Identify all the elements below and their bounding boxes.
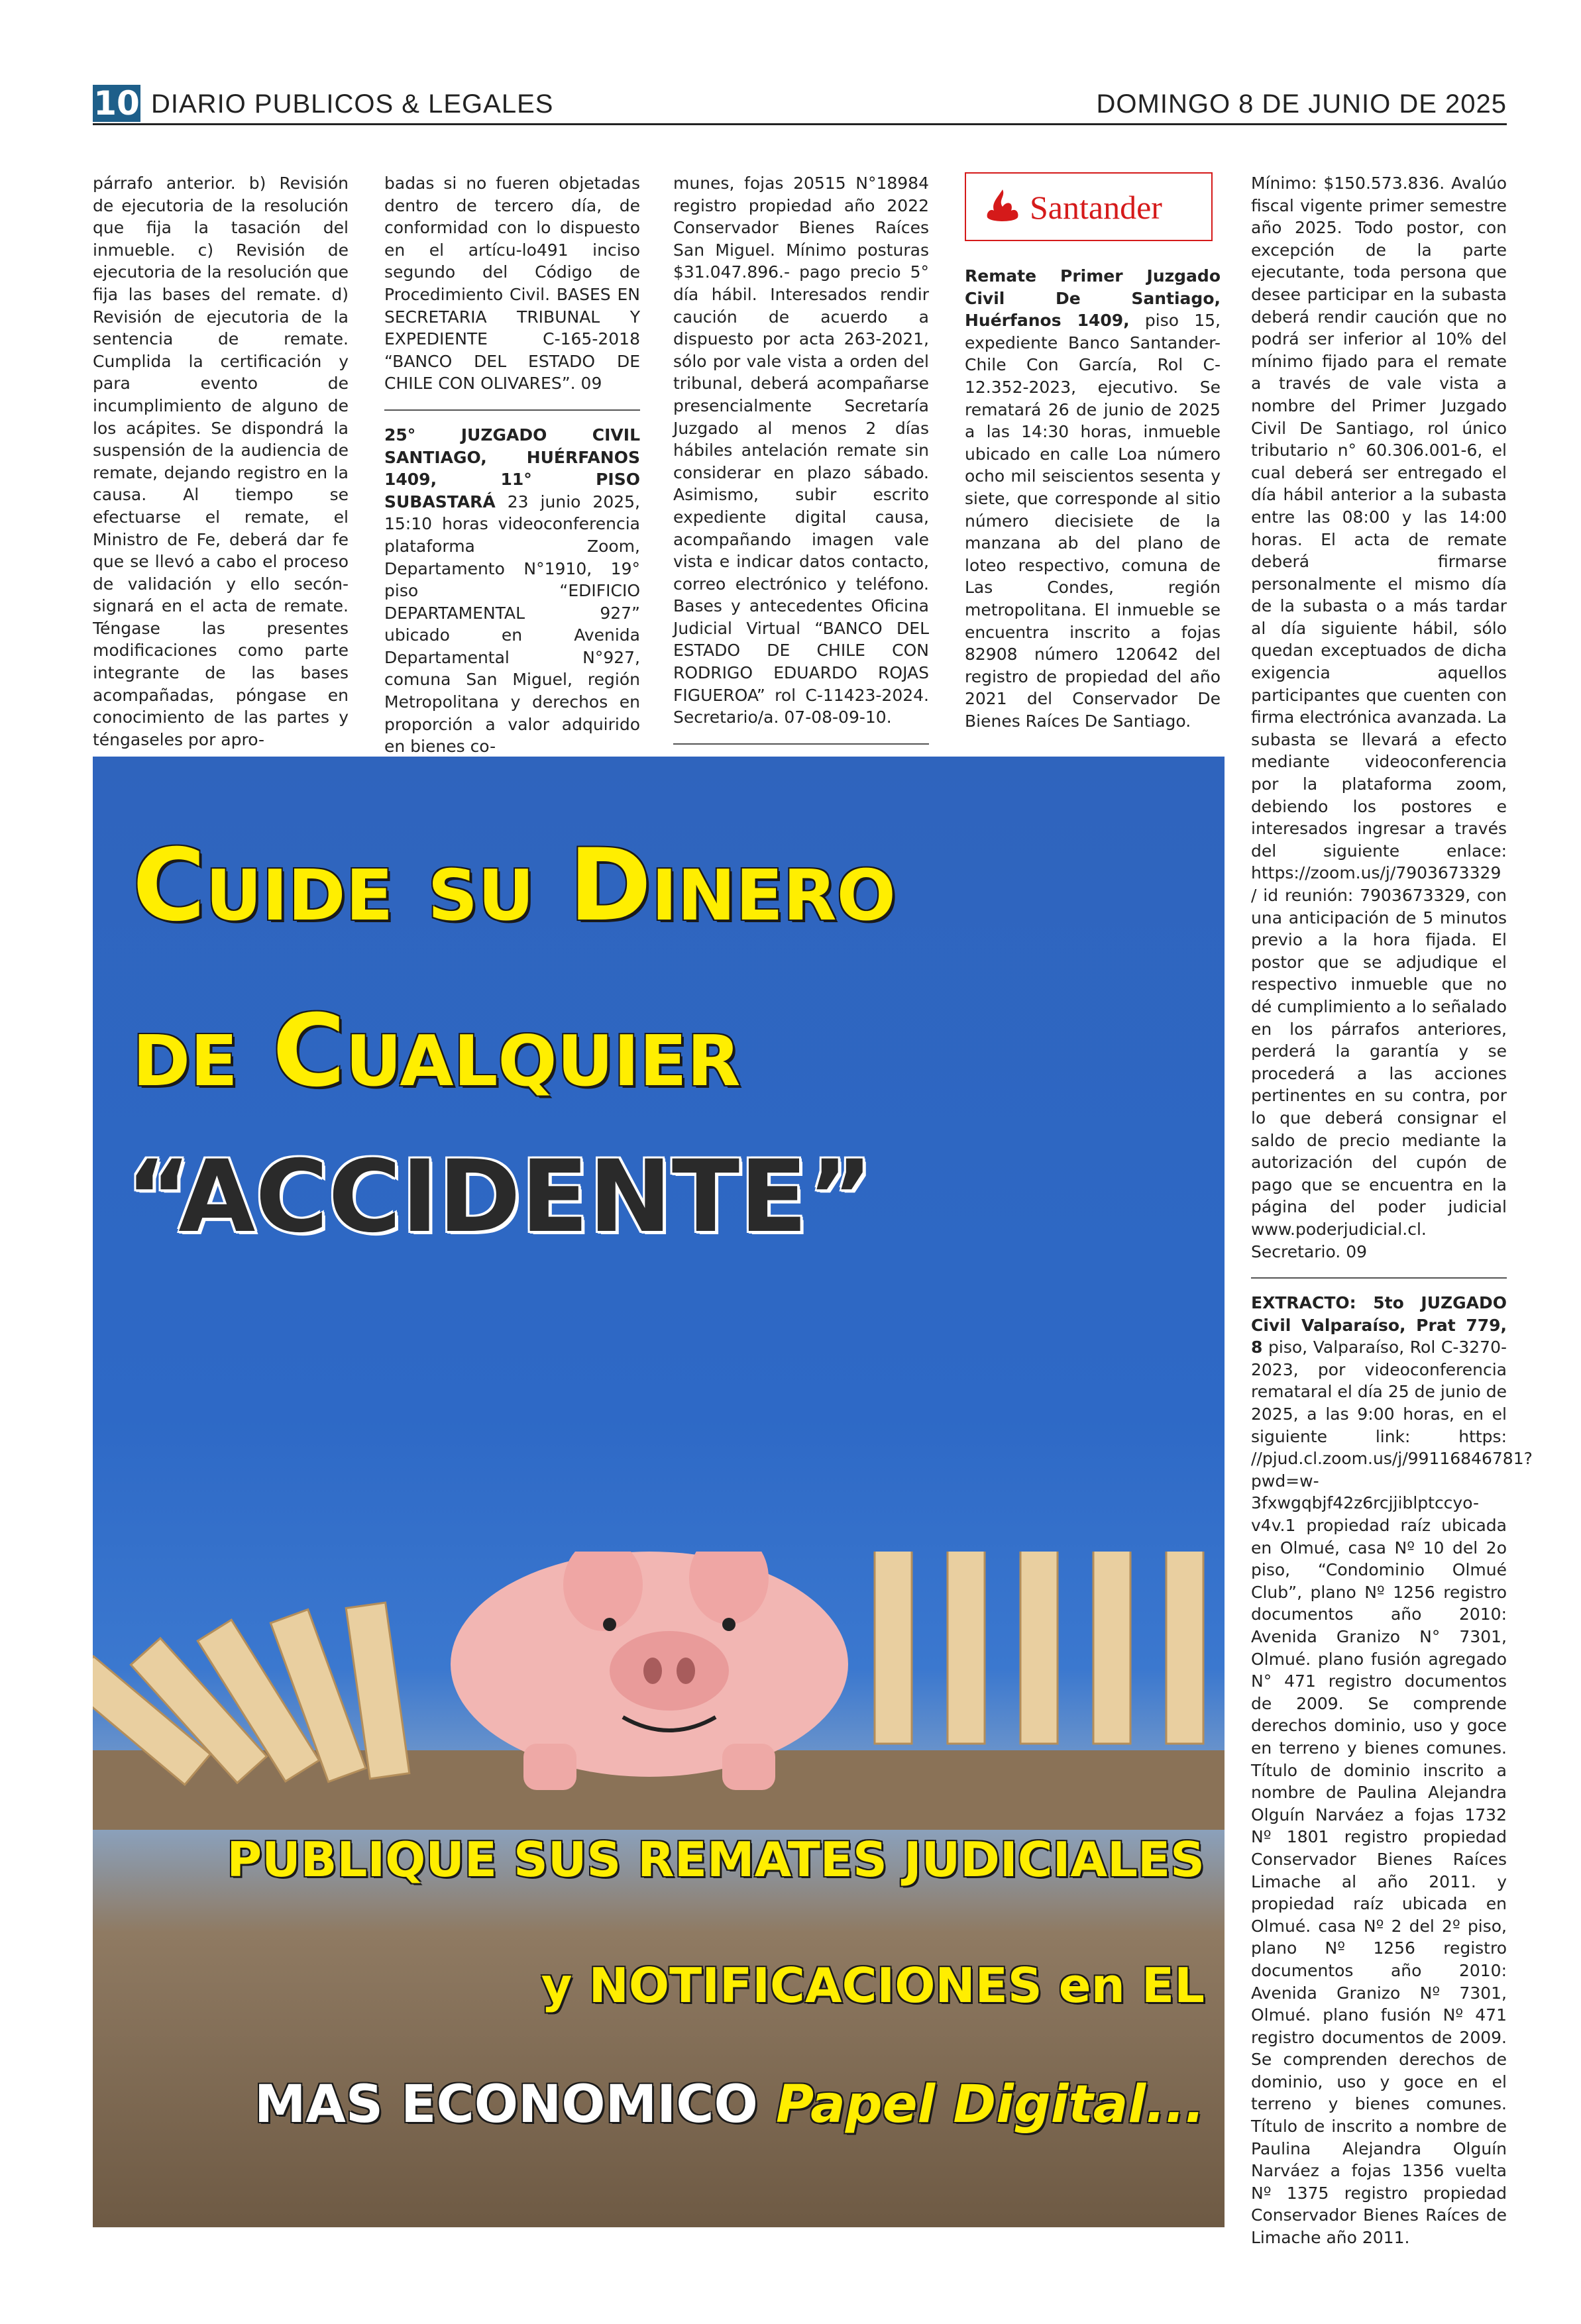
legal-notice [965,265,1221,732]
notice-divider [1251,1277,1507,1279]
legal-notice-text: munes, fojas 20515 N°18984 registro propiedad año 2022 Conservador Bienes Raíces San Miguel. Mínimo posturas $31.047.896.- pago precio 5° día hábil. Interesados rendir caución de acuerdo a dispuesto por acta 263-2021, sólo por vale vista a orden del tribunal, deberá acompañarse presencialmente Secretaría Juzgado al menos 2 días hábiles antelación remate sin considerar en plazo sábado. Asimismo, subir escrito expediente digital causa, acompañando imagen vale vista e indicar datos contacto, correo electrónico y teléfono. Bases y antecedentes Oficina Judicial Virtual “BANCO DEL ESTADO DE CHILE CON RODRIGO EDUARDO ROJAS FIGUEROA” rol C-11423-2024. Secretario/a. 07-08-09-10. [673,174,929,727]
publication-name: DIARIO PUBLICOS & LEGALES [151,89,554,119]
notice-heading: 25° JUZGADO CIVIL SANTIAGO, HUÉRFANOS 1409, 11° PISO SUBASTARÁ [384,425,640,511]
notice-heading: EXTRACTO: 5to JUZGADO Civil Valparaíso, Prat 779, 8 [1251,1293,1507,1357]
column-2 [384,172,640,758]
ad-headline-2: de Cualquier [133,994,741,1109]
column-5 [1251,172,1533,2249]
ad-banner-line-1: PUBLIQUE SUS REMATES JUDICIALES [227,1832,1205,1887]
notice-heading: Remate Primer Juzgado Civil De Santiago, Huérfanos 1409, [965,266,1221,331]
notice-body: 23 junio 2025, 15:10 horas videoconferencia plataforma Zoom, Departamento N°1910, 19° piso “EDIFICIO DEPARTAMENTAL 927” ubicado en Avenida Departamental N°927, comuna San Miguel, región Metropolitana y derechos en proporción a valor adquirido en bienes co- [384,492,640,757]
ad-headline-1: Cuide su Dinero [133,828,896,943]
notice-divider [384,409,640,411]
ad-banner-italic-text: Papel Digital... [775,2075,1205,2135]
flame-icon [985,188,1020,225]
legal-notice-text: Mínimo: $150.573.836. Avalúo fiscal vigente primer semestre año 2025. Todo postor, con excepción de la parte ejecutante, toda persona que desee participar en la subasta deberá rendir caución que no podrá ser inferior al 10% del mínimo fijado para el remate a través de vale vista a nombre del Primer Juzgado Civil De Santiago, rol único tributario n° 60.306.001-6, el cual deberá ser entregado el día hábil anterior a la subasta entre las 08:00 y las 14:00 horas. El acta de remate deberá firmarse personalmente el mismo día de la subasta o a más tardar al día siguiente hábil, sólo quedan exceptuados de dicha exigencia aquellos participantes que cuenten con firma electrónica avanzada. La subasta se llevará a efecto mediante videoconferencia por la plataforma zoom, debiendo los postores e interesados ingresar a través del siguiente enlace: https://zoom.us/j/7903673329 / id reunión: 7903673329, con una anticipación de 5 minutos previo a la hora fijada. El postor que se adjudique el respectivo inmueble que no dé cumplimiento a lo señalado en los párrafos anteriores, perderá la garantía y se procederá a las acciones pertinentes en su contra, por lo que deberá consignar el saldo de precio mediante la autorización del cupón de pago que se encuentra en la página del poder judicial www.poderjudicial.cl. Secretario. 09 [1251,174,1507,1261]
column-4 [965,172,1221,732]
notice-body: piso, Valparaíso, Rol C-3270-2023, por videoconferencia remataral el día 25 de junio de 2025, a las 9:00 horas, en el siguiente link: https: //pjud.cl.zoom.us/j/99116846781?pwd=w-3fxwgqbjf42z6rcjjiblptccyo-v4v.1 propiedad raíz ubicada en Olmué, casa Nº 10 del 2o piso, “Condominio Olmué Club”, plano Nº 1256 registro documentos año 2010: Avenida Granizo N° 7301, Olmué. plano fusión agregado N° 471 registro documentos de 2009. Se comprende derechos dominio, uso y goce en terreno y bienes comunes. Título de dominio inscrito a nombre de Paulina Alejandra Olguín Narváez a fojas 1732 Nº 1801 registro propiedad Conservador Bienes Raíces Limache al año 2011. y propiedad raíz ubicada en Olmué. casa Nº 2 del 2º piso, plano Nº 1256 registro documentos año 2010: Avenida Granizo Nº 7301, Olmué. plano fusión Nº 471 registro documentos de 2009. Se comprenden derechos de dominio, uso y goce en el terreno y bienes comunes. Título de inscrito a nombre de Paulina Alejandra Olguín Narváez a fojas 1356 vuelta Nº 1375 registro propiedad Conservador Bienes Raíces de Limache año 2011. [1251,1338,1533,2248]
column-1 [93,172,349,751]
logo-wordmark: Santander [1030,189,1162,226]
notice-body: piso 15, expediente Banco Santander-Chile Con García, Rol C-12.352-2023, ejecutivo. Se rematará 26 de junio de 2025 a las 14:30 horas, inmueble ubicado en calle Loa número ocho mil seiscientos sesenta y siete, que corresponde al sitio número diecisiete de la manzana ab del plano de loteo respectivo, comuna de Las Condes, región metropolitana. El inmueble se encuentra inscrito a fojas 82908 número 120642 del registro de propiedad del año 2021 del Conservador De Bienes Raíces De Santiago. [965,311,1221,731]
page-number: 10 [93,84,140,123]
legal-notice [384,424,640,758]
ad-headline-3: “ACCIDENTE” [126,1139,873,1255]
legal-notice-text: badas si no fueren objetadas dentro de tercero día, de conformidad con lo dispuesto en el artícu-lo491 inciso segundo del Código de Procedimiento Civil. BASES EN SECRETARIA TRIBUNAL Y EXPEDIENTE C-165-2018 “BANCO DEL ESTADO DE CHILE CON OLIVARES”. 09 [384,174,640,394]
ad-banner-line-3 [254,2075,1205,2135]
ad-banner-white-text: MAS ECONOMICO [254,2075,758,2135]
notice-divider [673,743,929,745]
page-header [93,85,1507,122]
ad-banner-line-2: y NOTIFICACIONES en EL [541,1958,1205,2013]
advertisement [93,757,1225,2227]
piggy-bank-dominoes-illustration [93,1552,1225,1830]
legal-notice [1251,1292,1533,2249]
legal-notice-text: párrafo anterior. b) Revisión de ejecutoria de la resolución que fija la tasación del inmueble. c) Revisión de ejecutoria de la resolución que fija las bases del remate. d) Revisión de ejecutoria de la sentencia de remate. Cumplida la certificación y para evento de incumplimiento de alguno de los acápites. Se dispondrá la suspensión de la audiencia de remate, dejando registro en la causa. Al tiempo se efectuarse el remate, el Ministro de Fe, deberá dar fe que se llevó a cabo el proceso de validación y ello secón-signará en el acta de remate. Téngase las presentes modificaciones como parte integrante de las bases acompañadas, póngase en conocimiento de las partes y téngaseles por apro- [93,174,349,749]
publication-date: DOMINGO 8 DE JUNIO DE 2025 [1096,89,1507,119]
header-divider [93,123,1507,125]
column-3 [673,172,929,758]
santander-logo [965,172,1213,241]
